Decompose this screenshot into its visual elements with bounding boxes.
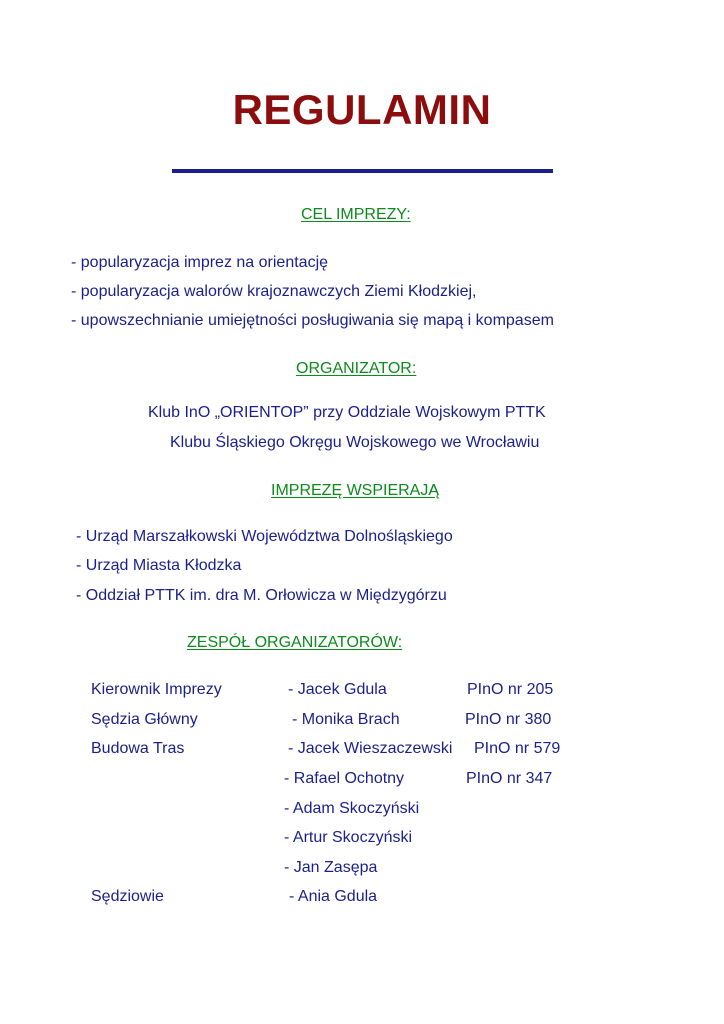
team-role: Sędzia Główny bbox=[91, 711, 198, 728]
team-person: - Artur Skoczyński bbox=[284, 829, 413, 846]
team-role: Kierownik Imprezy bbox=[91, 681, 222, 698]
supporter-item: - Urząd Miasta Kłodzka bbox=[76, 557, 242, 574]
team-person: - Jacek Gdula bbox=[288, 681, 387, 698]
document-title: REGULAMIN bbox=[232, 86, 492, 133]
team-licence: PInO nr 380 bbox=[465, 711, 552, 728]
team-licence: PInO nr 347 bbox=[466, 770, 553, 787]
goal-heading: CEL IMPREZY: bbox=[301, 206, 411, 223]
team-person: - Jacek Wieszaczewski bbox=[288, 740, 453, 757]
goal-item: - popularyzacja walorów krajoznawczych Ziemi Kłodzkiej, bbox=[71, 283, 477, 300]
team-person: - Rafael Ochotny bbox=[284, 770, 405, 787]
team-person: - Jan Zasępa bbox=[284, 859, 378, 876]
goal-item: - popularyzacja imprez na orientację bbox=[71, 254, 329, 271]
team-person: - Adam Skoczyński bbox=[284, 800, 420, 817]
supporters-heading: IMPREZĘ WSPIERAJĄ bbox=[271, 482, 440, 499]
organizer-heading: ORGANIZATOR: bbox=[296, 360, 417, 377]
title-underline-rule bbox=[172, 169, 553, 173]
supporter-item: - Oddział PTTK im. dra M. Orłowicza w Międzygórzu bbox=[76, 587, 447, 604]
team-role: Sędziowie bbox=[91, 888, 164, 905]
organizer-line: Klubu Śląskiego Okręgu Wojskowego we Wrocławiu bbox=[170, 434, 540, 451]
supporter-item: - Urząd Marszałkowski Województwa Dolnośląskiego bbox=[76, 528, 453, 545]
team-licence: PInO nr 579 bbox=[474, 740, 561, 757]
team-person: - Ania Gdula bbox=[289, 888, 378, 905]
team-person: - Monika Brach bbox=[292, 711, 400, 728]
goal-item: - upowszechnianie umiejętności posługiwania się mapą i kompasem bbox=[71, 312, 554, 329]
team-licence: PInO nr 205 bbox=[467, 681, 554, 698]
team-heading: ZESPÓŁ ORGANIZATORÓW: bbox=[187, 634, 403, 651]
organizer-line: Klub InO „ORIENTOP” przy Oddziale Wojskowym PTTK bbox=[148, 404, 546, 421]
team-role: Budowa Tras bbox=[91, 740, 185, 757]
